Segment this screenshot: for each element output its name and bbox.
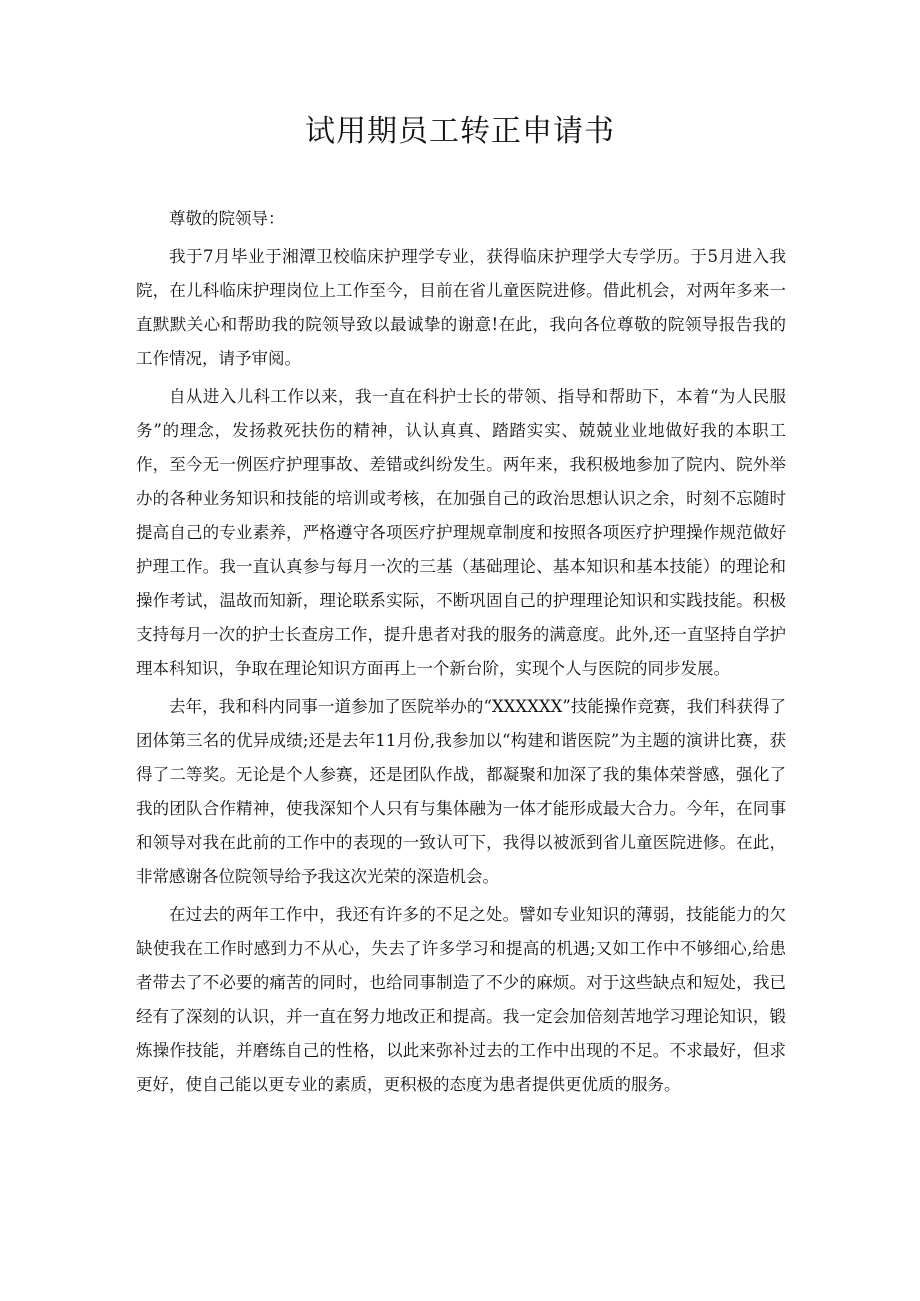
paragraph-3: 去年，我和科内同事一道参加了医院举办的“XXXXXX”技能操作竞赛，我们科获得了团体第三名的优异成绩;还是去年11月份,我参加以“构建和谐医院”为主题的演讲比赛，获得了二等奖。无论是个人参赛，还是团队作战，都凝聚和加深了我的集体荣誉感，强化了我的团队合作精神，使我深知个人只有与集体融为一体才能形成最大合力。今年，在同事和领导对我在此前的工作中的表现的一致认可下，我得以被派到省儿童医院进修。在此，非常感谢各位院领导给予我这次光荣的深造机会。 <box>136 697 786 886</box>
paragraph-1: 我于7月毕业于湘潭卫校临床护理学专业，获得临床护理学大专学历。于5月进入我院，在儿科临床护理岗位上工作至今，目前在省儿童医院进修。借此机会，对两年多来一直默默关心和帮助我的院领导致以最诚挚的谢意!在此，我向各位尊敬的院领导报告我的工作情况，请予审阅。 <box>136 247 786 368</box>
document-title: 试用期员工转正申请书 <box>305 114 615 149</box>
paragraph-2: 自从进入儿科工作以来，我一直在科护士长的带领、指导和帮助下，本着“为人民服务”的理念，发扬救死扶伤的精神，认认真真、踏踏实实、兢兢业业地做好我的本职工作，至今无一例医疗护理事故、差错或纠纷发生。两年来，我积极地参加了院内、院外举办的各种业务知识和技能的培训或考核，在加强自己的政治思想认识之余，时刻不忘随时提高自己的专业素养，严格遵守各项医疗护理规章制度和按照各项医疗护理操作规范做好护理工作。我一直认真参与每月一次的三基（基础理论、基本知识和基本技能）的理论和操作考试，温故而知新，理论联系实际，不断巩固自己的护理理论知识和实践技能。积极支持每月一次的护士长查房工作，提升患者对我的服务的满意度。此外,还一直坚持自学护理本科知识，争取在理论知识方面再上一个新台阶，实现个人与医院的同步发展。 <box>136 387 786 678</box>
salutation: 尊敬的院领导： <box>169 209 285 228</box>
paragraph-4: 在过去的两年工作中，我还有许多的不足之处。譬如专业知识的薄弱，技能能力的欠缺使我在工作时感到力不从心，失去了许多学习和提高的机遇;又如工作中不够细心,给患者带去了不必要的痛苦的同时，也给同事制造了不少的麻烦。对于这些缺点和短处，我已经有了深刻的认识，并一直在努力地改正和提高。我一定会加倍刻苦地学习理论知识，锻炼操作技能，并磨练自己的性格，以此来弥补过去的工作中出现的不足。不求最好，但求更好，使自己能以更专业的素质，更积极的态度为患者提供更优质的服务。 <box>136 905 786 1094</box>
document-body <box>136 202 786 1106</box>
